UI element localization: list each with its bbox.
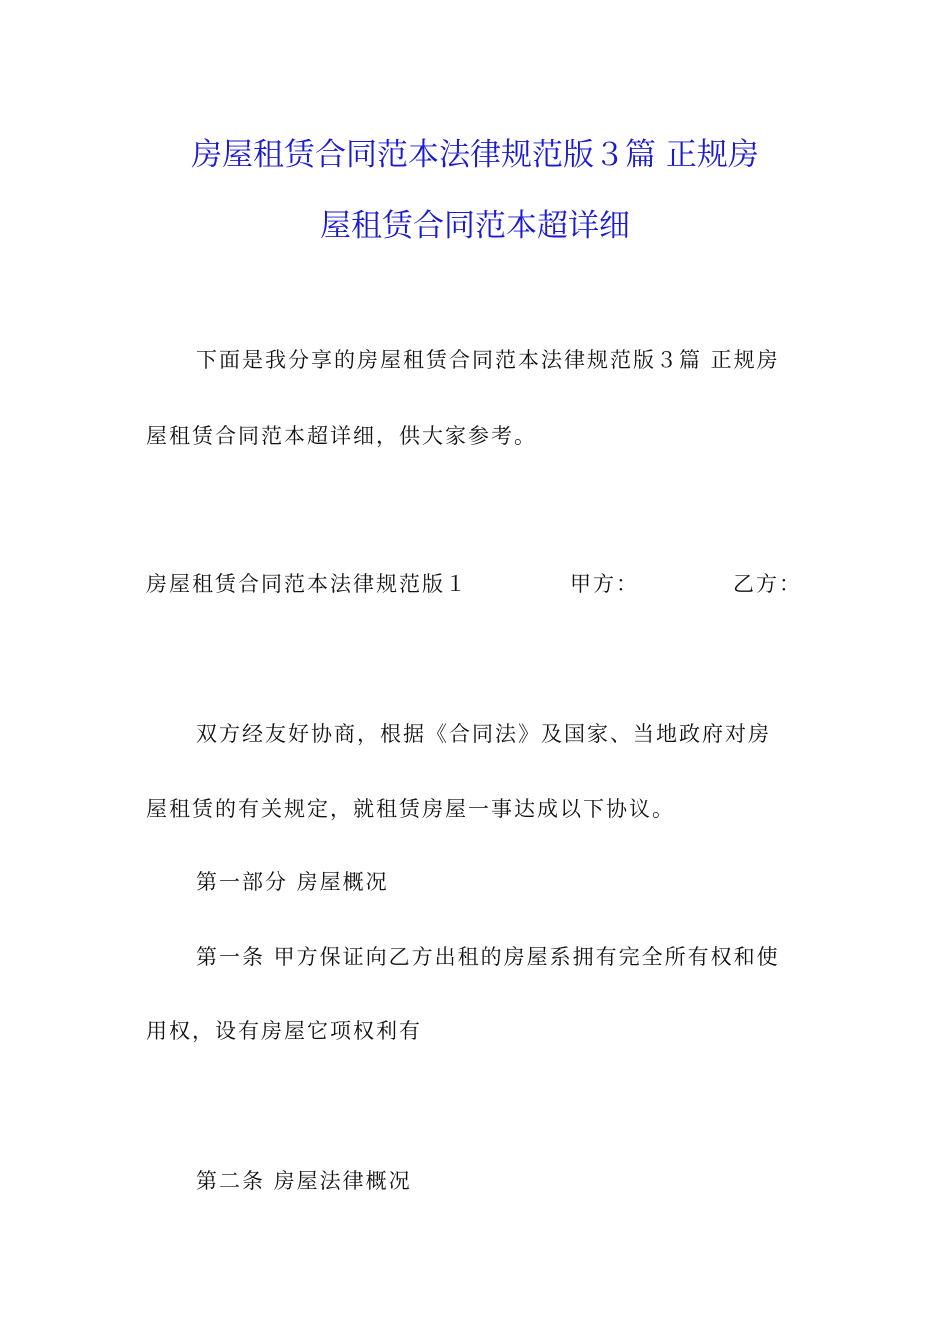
article-two-heading: 第二条 房屋法律概况 [196, 1169, 412, 1193]
article-one-line-2: 用权，设有房屋它项权利有 [146, 1019, 422, 1043]
document-title-line-1: 房屋租赁合同范本法律规范版３篇 正规房 [191, 137, 759, 173]
article-one-line-1: 第一条 甲方保证向乙方出租的房屋系拥有完全所有权和使 [196, 945, 780, 969]
party-a-label: 甲方： [570, 572, 639, 596]
document-title-line-2: 屋租赁合同范本超详细 [320, 208, 630, 244]
party-b-label: 乙方： [733, 572, 802, 596]
intro-paragraph-line-1: 下面是我分享的房屋租赁合同范本法律规范版３篇 正规房 [196, 348, 780, 372]
intro-paragraph-line-2: 屋租赁合同范本超详细，供大家参考。 [146, 424, 537, 448]
preamble-line-2: 屋租赁的有关规定，就租赁房屋一事达成以下协议。 [146, 797, 675, 821]
preamble-line-1: 双方经友好协商，根据《合同法》及国家、当地政府对房 [196, 722, 771, 746]
part-one-heading: 第一部分 房屋概况 [196, 870, 389, 894]
contract-heading: 房屋租赁合同范本法律规范版１ [146, 572, 468, 596]
